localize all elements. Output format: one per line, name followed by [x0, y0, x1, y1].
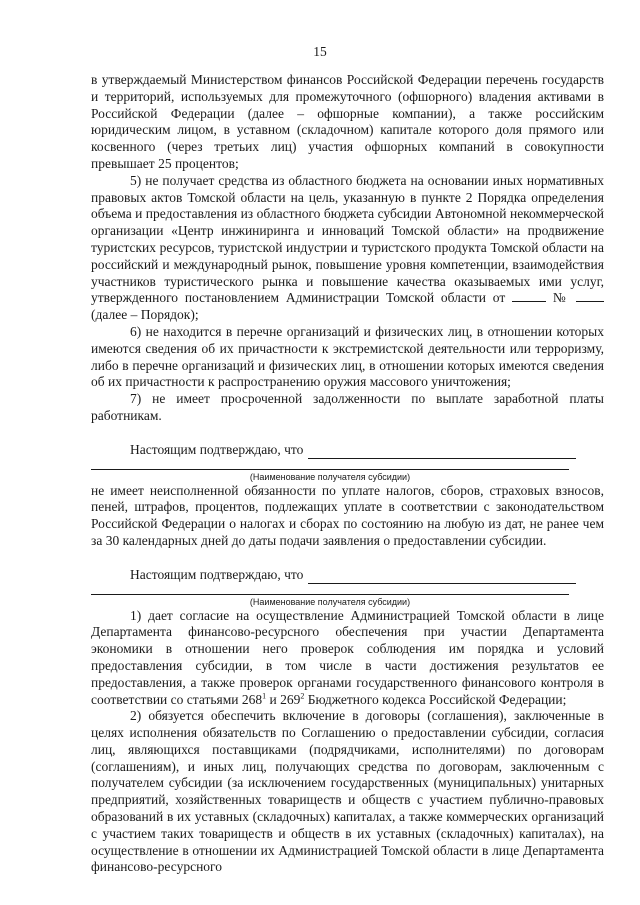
- date-blank-line: [512, 290, 546, 302]
- confirmation-line-2: [91, 567, 604, 584]
- item-5-end: (далее – Порядок);: [91, 307, 199, 323]
- paragraph-item-6: 6) не находится в перечне организаций и физических лиц, в отношении которых имеются сведения об их причастности к экстремистской деятельности или терроризму, либо в перечне организаций и физических лиц, в отношении которых имеются сведения об их причастности к распространению оружия массового уничтожения;: [91, 323, 604, 390]
- document-body: [91, 72, 604, 876]
- paragraph-consent-2: 2) обязуется обеспечить включение в договоры (соглашения), заключенные в целях исполнения обязательств по Соглашению о предоставлении субсидии, согласия лиц, являющихся поставщиками (подрядчиками, исполнителями) по договорам (соглашениям), и иных лиц, получающих средства по договорам, заключенным с получателем субсидии (за исключением государственных (муниципальных) унитарных предприятий, хозяйственных товариществ и обществ с участием публично-правовых образований в их уставных (складочных) капиталах, а также коммерческих организаций с участием таких товариществ и обществ в их уставных (складочных) капиталах), на осуществление в отношении их Администрацией Томской области в лице Департамента финансово-ресурсного: [91, 708, 604, 875]
- recipient-name-line-1[interactable]: [91, 459, 569, 470]
- paragraph-consent-1: [91, 608, 604, 709]
- article-268-superscript: 1: [262, 691, 267, 700]
- consent-1-and: и 269: [266, 691, 301, 707]
- article-269-superscript: 2: [300, 691, 305, 700]
- confirmation-label-2: Настоящим подтверждаю, что: [130, 566, 304, 582]
- consent-1-end: Бюджетного кодекса Российской Федерации;: [304, 691, 567, 707]
- item-5-text: 5) не получает средства из областного бюджета на основании иных нормативных правовых актов Томской области на цель, указанную в пункте 2 Порядка определения объема и предоставления из областного бюджета субсидии Автономной некоммерческой организации «Центр инжиниринга и инноваций Томской области» на продвижение туристских ресурсов, туристской индустрии и туристского продукта Томской области на российский и международный рынок, повышение уровня компетенции, взаимодействия участников туристического рынка и повышение качества оказываемых ими услуг, утвержденного постановлением Администрации Томской области от: [91, 172, 604, 306]
- recipient-name-line-2[interactable]: [91, 584, 569, 595]
- recipient-name-field-1[interactable]: [308, 446, 576, 459]
- number-sign: №: [552, 290, 570, 306]
- page-number: 15: [313, 44, 327, 59]
- paragraph-item-7: 7) не имеет просроченной задолженности по выплате заработной платы работникам.: [91, 391, 604, 423]
- confirmation-line-1: [91, 442, 604, 459]
- confirmation-label-1: Настоящим подтверждаю, что: [130, 441, 304, 457]
- recipient-name-field-2[interactable]: [308, 571, 576, 584]
- recipient-caption-1: (Наименование получателя субсидии): [249, 471, 411, 482]
- recipient-caption-2: (Наименование получателя субсидии): [249, 596, 411, 607]
- number-blank-line: [576, 290, 604, 302]
- paragraph-item-5: [91, 173, 604, 324]
- paragraph-offshore-end: в утверждаемый Министерством финансов Российской Федерации перечень государств и территорий, используемых для промежуточного (офшорного) владения активами в Российской Федерации (далее – офшорные компании), а также российским юридическим лицом, в уставном (складочном) капитале которого доля прямого или косвенного (через третьих лиц) участия офшорных компаний в совокупности превышает 25 процентов;: [91, 72, 604, 171]
- consent-1-text: 1) дает согласие на осуществление Администрацией Томской области в лице Департамента финансово-ресурсного обеспечения при участии Департамента экономики в отношении него проверок соблюдения им порядка и условий предоставления субсидии, в том числе в части достижения результатов ее предоставления, а также проверок органами государственного финансового контроля в соответствии со статьями 268: [91, 607, 604, 707]
- paragraph-tax-obligations: не имеет неисполненной обязанности по уплате налогов, сборов, страховых взносов, пеней, штрафов, процентов, подлежащих уплате в соответствии с законодательством Российской Федерации о налогах и сборах по состоянию на любую из дат, не ранее чем за 30 календарных дней до даты подачи заявления о предоставлении субсидии.: [91, 482, 604, 548]
